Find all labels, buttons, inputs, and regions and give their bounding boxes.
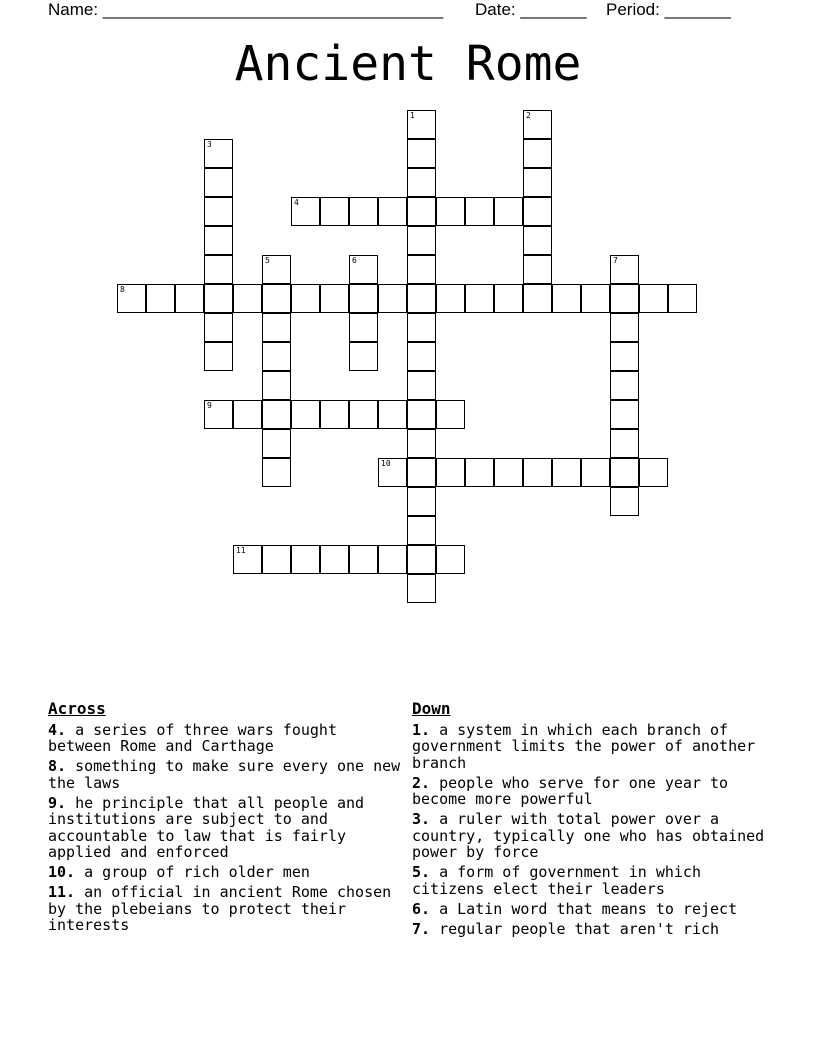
cell-number: 8 [120, 285, 125, 294]
grid-cell[interactable] [436, 545, 465, 574]
grid-cell[interactable] [204, 139, 233, 168]
grid-cell[interactable] [320, 545, 349, 574]
clue-text: a Latin word that means to reject [430, 899, 738, 918]
down-clue [412, 722, 772, 772]
cell-number: 5 [265, 256, 270, 265]
grid-cell[interactable] [233, 545, 262, 574]
grid-cell[interactable] [407, 284, 436, 313]
grid-cell[interactable] [610, 458, 639, 487]
clue-number: 10. [48, 863, 76, 881]
grid-cell[interactable] [407, 226, 436, 255]
grid-cell[interactable] [610, 487, 639, 516]
clue-text: an official in ancient Rome chosen by the plebeians to protect their interests [48, 883, 392, 934]
grid-cell[interactable] [407, 458, 436, 487]
grid-cell[interactable] [465, 458, 494, 487]
grid-cell[interactable] [262, 284, 291, 313]
grid-cell[interactable] [436, 458, 465, 487]
grid-cell[interactable] [523, 284, 552, 313]
grid-cell[interactable] [407, 313, 436, 342]
down-clue [412, 811, 772, 861]
across-clue [48, 758, 404, 791]
clue-number: 2. [412, 773, 431, 792]
down-clue [412, 921, 772, 938]
down-clue [412, 864, 772, 897]
grid-cell[interactable] [378, 545, 407, 574]
grid-cell[interactable] [639, 284, 668, 313]
grid-cell[interactable] [204, 226, 233, 255]
grid-cell[interactable] [407, 139, 436, 168]
clue-text: a group of rich older men [75, 863, 310, 881]
grid-cell[interactable] [378, 197, 407, 226]
cell-number: 2 [526, 111, 531, 120]
grid-cell[interactable] [436, 400, 465, 429]
grid-cell[interactable] [378, 284, 407, 313]
across-clues [48, 701, 404, 937]
grid-cell[interactable] [291, 400, 320, 429]
grid-cell[interactable] [494, 284, 523, 313]
grid-cell[interactable] [262, 313, 291, 342]
grid-cell[interactable] [291, 284, 320, 313]
across-clue [48, 722, 404, 755]
grid-cell[interactable] [407, 429, 436, 458]
grid-cell[interactable] [523, 255, 552, 284]
grid-cell[interactable] [378, 400, 407, 429]
grid-cell[interactable] [523, 139, 552, 168]
down-clue [412, 775, 772, 808]
grid-cell[interactable] [407, 110, 436, 139]
grid-cell[interactable] [320, 400, 349, 429]
grid-cell[interactable] [291, 545, 320, 574]
clue-number: 6. [412, 899, 431, 918]
across-clue [48, 864, 404, 881]
clue-text: he principle that all people and institutions are subject to and accountable to law that is fairly applied and enforced [48, 793, 365, 861]
cell-number: 9 [207, 401, 212, 410]
cell-number: 7 [613, 256, 618, 265]
grid-cell[interactable] [204, 400, 233, 429]
period-field-label: Period: _______ [606, 0, 731, 19]
name-field-label: Name: ____________________________________ [48, 0, 444, 19]
grid-cell[interactable] [668, 284, 697, 313]
grid-cell[interactable] [523, 110, 552, 139]
clue-text: a series of three wars fought between Rome and Carthage [48, 720, 337, 755]
clue-number: 9. [48, 793, 67, 812]
clue-text: a form of government in which citizens elect their leaders [412, 863, 701, 898]
clue-number: 3. [412, 810, 431, 828]
grid-cell[interactable] [407, 168, 436, 197]
date-field-label: Date: _______ [475, 0, 587, 19]
down-clues [412, 701, 772, 941]
across-heading: Across [48, 699, 106, 718]
grid-cell[interactable] [349, 255, 378, 284]
grid-cell[interactable] [610, 429, 639, 458]
grid-cell[interactable] [610, 255, 639, 284]
grid-cell[interactable] [204, 284, 233, 313]
grid-cell[interactable] [552, 458, 581, 487]
grid-cell[interactable] [523, 226, 552, 255]
grid-cell[interactable] [233, 400, 262, 429]
grid-cell[interactable] [581, 458, 610, 487]
grid-cell[interactable] [407, 197, 436, 226]
grid-cell[interactable] [349, 284, 378, 313]
grid-cell[interactable] [494, 197, 523, 226]
grid-cell[interactable] [262, 429, 291, 458]
grid-cell[interactable] [233, 284, 262, 313]
grid-cell[interactable] [407, 371, 436, 400]
down-heading: Down [412, 699, 451, 718]
grid-cell[interactable] [523, 197, 552, 226]
grid-cell[interactable] [204, 342, 233, 371]
cell-number: 3 [207, 140, 212, 149]
grid-cell[interactable] [320, 197, 349, 226]
grid-cell[interactable] [262, 545, 291, 574]
clue-number: 4. [48, 720, 67, 739]
grid-cell[interactable] [407, 400, 436, 429]
grid-cell[interactable] [117, 284, 146, 313]
cell-number: 6 [352, 256, 357, 265]
grid-cell[interactable] [581, 284, 610, 313]
grid-cell[interactable] [291, 197, 320, 226]
grid-cell[interactable] [349, 545, 378, 574]
grid-cell[interactable] [262, 400, 291, 429]
clue-number: 5. [412, 863, 431, 881]
grid-cell[interactable] [204, 168, 233, 197]
grid-cell[interactable] [349, 197, 378, 226]
grid-cell[interactable] [204, 313, 233, 342]
grid-cell[interactable] [320, 284, 349, 313]
grid-cell[interactable] [262, 342, 291, 371]
grid-cell[interactable] [436, 197, 465, 226]
grid-cell[interactable] [204, 255, 233, 284]
cell-number: 4 [294, 198, 299, 207]
grid-cell[interactable] [146, 284, 175, 313]
grid-cell[interactable] [465, 284, 494, 313]
grid-cell[interactable] [407, 255, 436, 284]
down-clue [412, 901, 772, 918]
grid-cell[interactable] [610, 284, 639, 313]
across-clue [48, 884, 404, 934]
grid-cell[interactable] [407, 342, 436, 371]
grid-cell[interactable] [262, 458, 291, 487]
grid-cell[interactable] [494, 458, 523, 487]
grid-cell[interactable] [523, 458, 552, 487]
page-title: Ancient Rome [234, 36, 582, 92]
grid-cell[interactable] [407, 545, 436, 574]
cell-number: 10 [381, 459, 391, 468]
clue-number: 8. [48, 757, 67, 775]
clue-number: 1. [412, 720, 431, 739]
grid-cell[interactable] [407, 516, 436, 545]
grid-cell[interactable] [610, 400, 639, 429]
clue-number: 7. [412, 919, 431, 938]
grid-cell[interactable] [610, 371, 639, 400]
grid-cell[interactable] [639, 458, 668, 487]
grid-cell[interactable] [262, 371, 291, 400]
across-clue [48, 795, 404, 861]
grid-cell[interactable] [349, 342, 378, 371]
clue-text: something to make sure every one new the laws [48, 757, 401, 792]
grid-cell[interactable] [349, 313, 378, 342]
grid-cell[interactable] [407, 574, 436, 603]
grid-cell[interactable] [436, 284, 465, 313]
grid-cell[interactable] [523, 168, 552, 197]
grid-cell[interactable] [610, 313, 639, 342]
grid-cell[interactable] [378, 458, 407, 487]
grid-cell[interactable] [349, 400, 378, 429]
clue-text: a system in which each branch of government limits the power of another branch [412, 720, 756, 772]
grid-cell[interactable] [262, 255, 291, 284]
grid-cell[interactable] [465, 197, 494, 226]
grid-cell[interactable] [175, 284, 204, 313]
grid-cell[interactable] [204, 197, 233, 226]
clue-number: 11. [48, 883, 76, 901]
clue-text: regular people that aren't rich [430, 919, 720, 938]
grid-cell[interactable] [610, 342, 639, 371]
grid-cell[interactable] [552, 284, 581, 313]
clue-text: people who serve for one year to become more powerful [412, 773, 729, 808]
cell-number: 11 [236, 546, 246, 555]
cell-number: 1 [410, 111, 415, 120]
clue-text: a ruler with total power over a country, typically one who has obtained power by force [412, 810, 765, 861]
grid-cell[interactable] [407, 487, 436, 516]
